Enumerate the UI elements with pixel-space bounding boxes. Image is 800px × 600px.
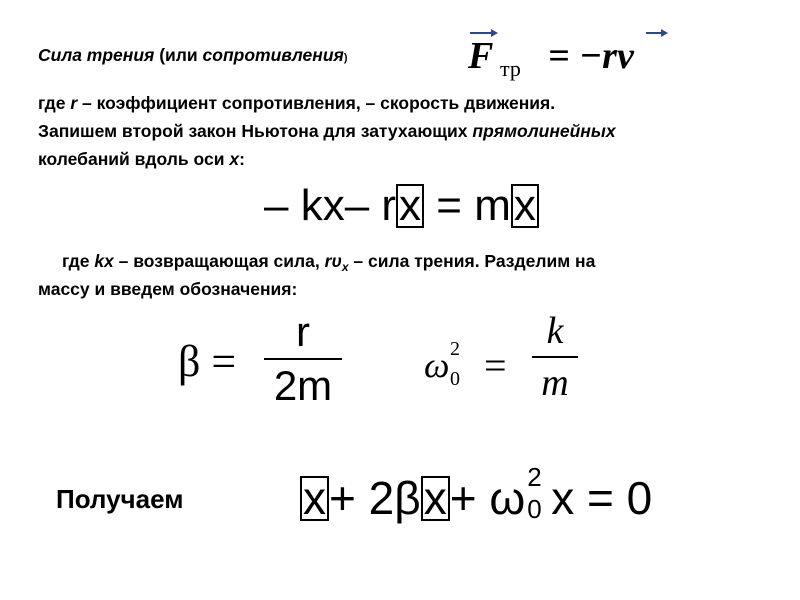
- beta-numerator: r: [296, 308, 310, 355]
- symbol-rv: rυ: [324, 251, 342, 271]
- vector-arrow-v: [646, 32, 666, 34]
- intro-close-paren: ): [343, 52, 348, 64]
- eq1-left: – kx– r: [264, 181, 397, 230]
- eq1-mid: = m: [436, 181, 511, 230]
- beta-denominator: 2m: [273, 362, 333, 409]
- final-plus-omega: + ω: [449, 472, 526, 524]
- symbol-kx: kx: [94, 251, 114, 271]
- beta-fraction-bar: [264, 358, 342, 360]
- friction-formula: [466, 28, 706, 81]
- final-omega-sub: 0: [527, 494, 542, 524]
- omega-sup: 2: [450, 338, 460, 360]
- eq1-boxed-x-dot: x: [396, 184, 424, 228]
- omega-sub: 0: [450, 368, 460, 390]
- final-omega-sup: 2: [527, 462, 542, 492]
- omega-numerator: k: [546, 310, 564, 352]
- newton-line-2: колебаний вдоль оси x:: [38, 149, 245, 169]
- newton-equation: [264, 178, 539, 234]
- final-boxed-x-ddot: x: [300, 476, 329, 521]
- intro-resistance: сопротивления: [202, 45, 344, 65]
- intro-line: [38, 44, 347, 69]
- eq1-boxed-x-ddot: x: [511, 184, 539, 228]
- explanation-line-2: массу и введем обозначения:: [38, 279, 298, 299]
- explanation-line-1: где kx – возвращающая сила, $r\upsilon_x$ – сила трения. Разделим на: [62, 251, 596, 274]
- omega-denominator: m: [541, 362, 569, 404]
- result-label: Получаем: [56, 484, 184, 514]
- axis-x: x: [229, 149, 240, 169]
- omega-fraction-bar: [532, 356, 578, 358]
- formula-F-subscript: тр: [500, 56, 521, 81]
- final-plus-2beta: + 2β: [329, 472, 421, 524]
- newton-line-1: Запишем второй закон Ньютона для затухающих прямолинейных: [38, 121, 616, 141]
- final-tail: x = 0: [551, 472, 653, 524]
- final-equation: [300, 462, 653, 528]
- intro-or: (или: [154, 45, 203, 65]
- formula-F: F: [468, 35, 494, 77]
- final-boxed-x-dot: x: [421, 476, 450, 521]
- omega-base: ω: [424, 345, 450, 385]
- where-r-line: где r – коэффициент сопротивления, – скорость движения.: [38, 93, 556, 113]
- symbol-rv-sub: x: [341, 260, 349, 274]
- intro-friction-force: Сила трения: [38, 45, 155, 65]
- formula-rhs: = −rv: [548, 35, 634, 77]
- omega-eq: =: [484, 343, 507, 388]
- symbol-r: r: [70, 93, 78, 113]
- beta-lhs: β =: [178, 337, 237, 386]
